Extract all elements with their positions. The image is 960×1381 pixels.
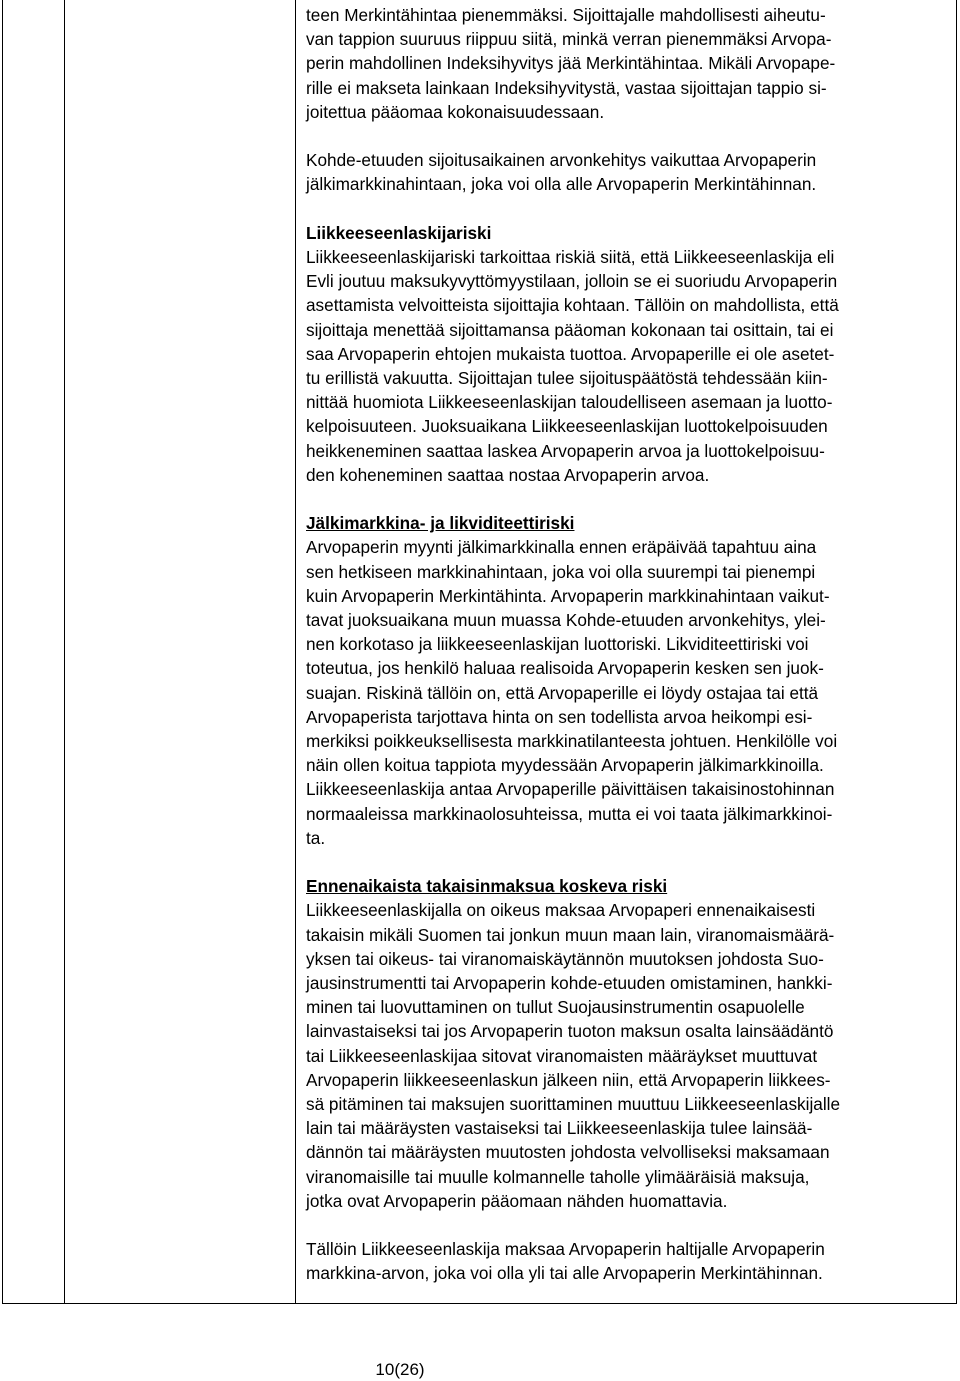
text-line: tai Liikkeeseenlaskijaa sitovat viranomaisten määräykset muuttuvat: [306, 1045, 818, 1066]
page-number: 10(26): [375, 1360, 425, 1379]
text-line: Tällöin Liikkeeseenlaskija maksaa Arvopaperin haltijalle Arvopaperin: [306, 1239, 825, 1260]
text-line: ta.: [306, 827, 326, 848]
section-heading: Jälkimarkkina- ja likviditeettiriski: [306, 513, 575, 534]
section-early-redemption-risk: [306, 874, 946, 1213]
table-column-divider: [64, 0, 65, 1304]
text-line: Evli joutuu maksukyvyttömyystilaan, jolloin se ei suoriudu Arvopaperin: [306, 271, 838, 292]
text-line: perin mahdollinen Indeksihyvitys jää Merkintähintaa. Mikäli Arvopape-: [306, 53, 836, 74]
text-line: nen korkotaso ja liikkeeseenlaskijan luottoriski. Likviditeettiriski voi: [306, 634, 809, 655]
text-line: Arvopaperin liikkeeseenlaskun jälkeen niin, että Arvopaperin liikkees-: [306, 1069, 831, 1090]
text-line: lainvastaiseksi tai jos Arvopaperin tuoton maksun osalta lainsäädäntö: [306, 1021, 834, 1042]
section-secondary-market-risk: [306, 511, 946, 850]
text-line: kelpoisuuteen. Juoksuaikana Liikkeeseenlaskijan luottokelpoisuuden: [306, 416, 828, 437]
text-line: markkina-arvon, joka voi olla yli tai alle Arvopaperin Merkintähinnan.: [306, 1263, 823, 1284]
section-heading: Ennenaikaista takaisinmaksua koskeva riski: [306, 876, 668, 897]
text-line: dännön tai määräysten muutosten johdosta velvolliseksi maksamaan: [306, 1142, 830, 1163]
section-heading: Liikkeeseenlaskijariski: [306, 222, 492, 243]
text-line: takaisin mikäli Suomen tai jonkun muun maan lain, viranomaismäärä-: [306, 924, 835, 945]
text-line: toteutua, jos henkilö haluaa realisoida Arvopaperin kesken sen juok-: [306, 658, 824, 679]
text-line: nittää huomiota Liikkeeseenlaskijan taloudelliseen asemaan ja luotto-: [306, 392, 833, 413]
text-line: suajan. Riskinä tällöin on, että Arvopaperille ei löydy ostajaa tai että: [306, 682, 819, 703]
text-line: den koheneminen saattaa nostaa Arvopaperin arvoa.: [306, 464, 710, 485]
text-line: yksen tai oikeus- tai viranomaiskäytännön muutoksen johdosta Suo-: [306, 948, 824, 969]
text-line: heikkeneminen saattaa laskea Arvopaperin arvoa ja luottokelpoisuu-: [306, 440, 825, 461]
text-line: jotka ovat Arvopaperin pääomaan nähden huomattavia.: [306, 1190, 728, 1211]
text-line: Liikkeeseenlaskija antaa Arvopaperille päivittäisen takaisinostohinnan: [306, 779, 835, 800]
text-line: saa Arvopaperin ehtojen mukaista tuottoa. Arvopaperille ei ole asetet-: [306, 343, 835, 364]
text-line: tavat juoksuaikana muun muassa Kohde-etuuden arvonkehitys, ylei-: [306, 610, 826, 631]
text-line: Arvopaperin myynti jälkimarkkinalla ennen eräpäivää tapahtuu aina: [306, 537, 817, 558]
text-line: jausinstrumentti tai Arvopaperin kohde-etuuden omistaminen, hankki-: [306, 973, 833, 994]
text-line: näin ollen koitua tappiota myydessään Arvopaperin jälkimarkkinoilla.: [306, 755, 824, 776]
text-line: sä pitäminen tai maksujen suorittaminen muuttuu Liikkeeseenlaskijalle: [306, 1094, 841, 1115]
text-line: minen tai luovuttaminen on tullut Suojausinstrumentin osapuolelle: [306, 997, 805, 1018]
text-line: asettamista velvoitteista sijoittajia kohtaan. Tällöin on mahdollista, että: [306, 295, 839, 316]
text-line: viranomaisille tai muulle kolmannelle taholle ylimääräisiä maksuja,: [306, 1166, 810, 1187]
section-issuer-risk: [306, 221, 946, 487]
text-line: Arvopaperista tarjottava hinta on sen todellista arvoa heikompi esi-: [306, 706, 813, 727]
text-line: jälkimarkkinahintaan, joka voi olla alle Arvopaperin Merkintähinnan.: [306, 174, 817, 195]
table-column-divider: [295, 0, 296, 1304]
text-line: tu erillistä vakuutta. Sijoittajan tulee sijoituspäätöstä tehdessään kiin-: [306, 368, 828, 389]
paragraph-index-loss: [306, 3, 946, 124]
text-line: lain tai määräysten vastaiseksi tai Liikkeeseenlaskija tulee lainsää-: [306, 1118, 813, 1139]
text-line: rille ei makseta lainkaan Indeksihyvitystä, vastaa sijoittajan tappio si-: [306, 77, 827, 98]
text-line: joitettua pääomaa kokonaisuudessaan.: [306, 101, 605, 122]
text-line: teen Merkintähintaa pienemmäksi. Sijoittajalle mahdollisesti aiheutu-: [306, 5, 826, 25]
paragraph-underlying-value: [306, 148, 946, 196]
text-line: Kohde-etuuden sijoitusaikainen arvonkehitys vaikuttaa Arvopaperin: [306, 150, 817, 171]
document-body: [306, 3, 946, 1286]
text-line: van tappion suuruus riippuu siitä, minkä verran pienemmäksi Arvopa-: [306, 29, 832, 50]
paragraph-redemption-payment: [306, 1237, 946, 1285]
text-line: Liikkeeseenlaskijariski tarkoittaa riskiä siitä, että Liikkeeseenlaskija eli: [306, 247, 835, 267]
text-line: merkiksi poikkeuksellisesta markkinatilanteesta johtuen. Henkilölle voi: [306, 731, 838, 752]
text-line: normaaleissa markkinaolosuhteissa, mutta ei voi taata jälkimarkkinoi-: [306, 803, 833, 824]
text-line: Liikkeeseenlaskijalla on oikeus maksaa Arvopaperi ennenaikaisesti: [306, 900, 816, 921]
text-line: sijoittaja menettää sijoittamansa pääoman kokonaan tai osittain, tai ei: [306, 319, 834, 340]
text-line: sen hetkiseen markkinahintaan, joka voi olla suurempi tai pienempi: [306, 561, 816, 582]
text-line: kuin Arvopaperin Merkintähinta. Arvopaperin markkinahintaan vaikut-: [306, 585, 830, 606]
